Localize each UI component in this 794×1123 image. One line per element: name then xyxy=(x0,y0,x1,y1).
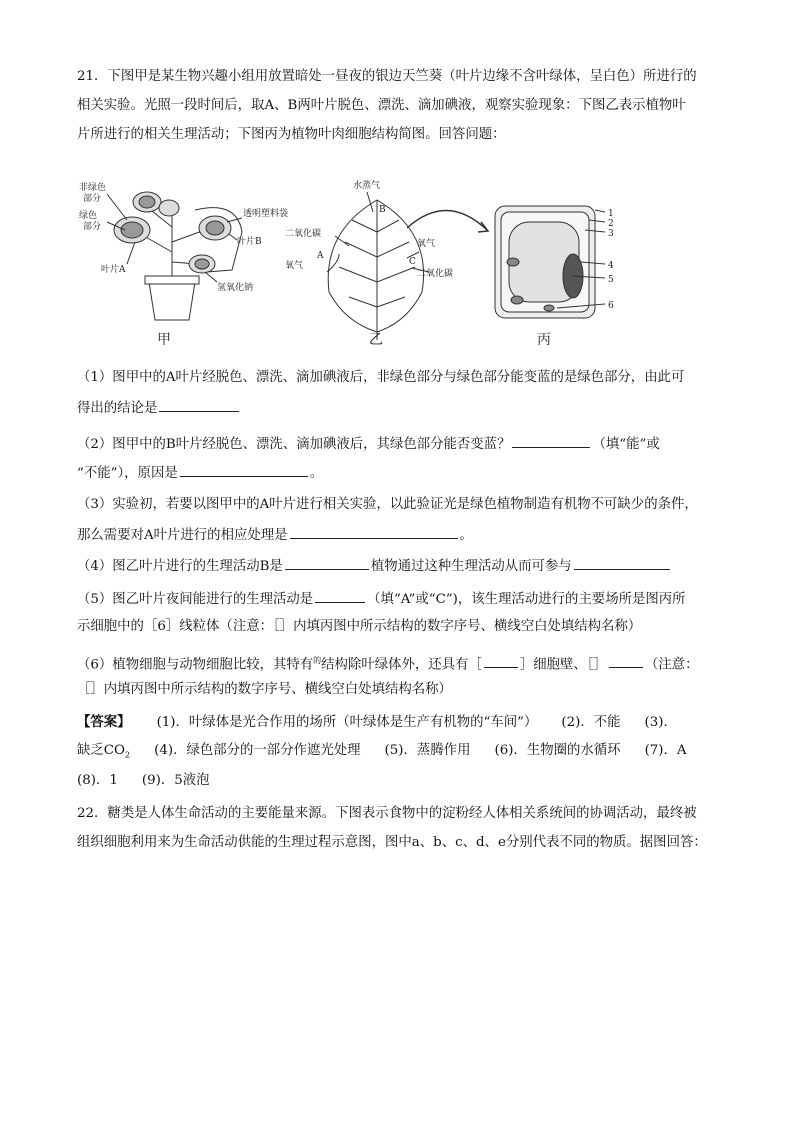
bing-num-2: 2 xyxy=(608,219,614,229)
q21-part6-text-d: （注意： xyxy=(644,657,699,673)
q22-line1: 22．糖类是人体生命活动的主要能量来源。下图表示食物中的淀粉经人体相关系统间的协调活动，最终被 xyxy=(77,806,697,821)
jia-label-leaf-b: 叶片B xyxy=(237,237,262,247)
q21-part5-blank xyxy=(315,589,365,603)
q21-part6-text-a: （6）植物细胞与动物细胞比较，其特有 xyxy=(77,657,314,673)
jia-label-part2: 部分 xyxy=(83,222,102,232)
q21-part3-blank xyxy=(290,525,458,539)
q21-part2-text-a: （2）图甲中的B叶片经脱色、漂洗、滴加碘液后，其绿色部分能否变蓝？ xyxy=(77,437,511,452)
jia-label-leaf-a: 叶片A xyxy=(101,265,126,275)
yi-label-o2-right: 氧气 xyxy=(417,239,436,249)
q21-part1-line1: （1）图甲中的A叶片经脱色、漂洗、滴加碘液后，非绿色部分与绿色部分能变蓝的是绿色部分，由此可 xyxy=(77,370,685,385)
yi-label-a: A xyxy=(317,251,324,261)
answer-3-text: 缺乏CO xyxy=(77,743,126,758)
jia-label-bag: 透明塑料袋 xyxy=(243,209,289,219)
answer-tag: 【答案】 xyxy=(77,714,131,730)
jia-label-part1: 部分 xyxy=(83,194,102,204)
figure-caption-bing: 丙 xyxy=(537,332,551,347)
q21-part2-blank2 xyxy=(180,463,308,477)
q21-part5-line2: 示细胞中的［6］线粒体（注意：［］内填丙图中所示结构的数字序号、横线空白处填结构名称） xyxy=(77,619,642,634)
answer-6: (6)．生物圈的水循环 xyxy=(494,743,621,758)
q21-answer-line1 xyxy=(77,713,677,732)
yi-label-co2-left: 二氧化碳 xyxy=(285,229,322,239)
answer-8: (8)．1 xyxy=(77,773,118,788)
q21-part6-blank2 xyxy=(609,654,643,668)
answer-7: (7)．A xyxy=(644,743,687,758)
q21-answer-line3 xyxy=(77,772,210,790)
figure-yi-leaf xyxy=(327,192,488,340)
q21-part1-blank xyxy=(159,398,239,412)
figure-caption-jia: 甲 xyxy=(157,332,171,347)
q21-part4-text-b: 植物通过这种生理活动从而可参与 xyxy=(370,559,572,574)
figure-bing-cell xyxy=(495,206,605,318)
answer-2: (2)．不能 xyxy=(561,715,621,730)
answer-3: (3)． xyxy=(644,715,677,730)
jia-label-naoh: 氢氧化钠 xyxy=(217,283,254,293)
q21-intro-line1: 21．下图甲是某生物兴趣小组用放置暗处一昼夜的银边天竺葵（叶片边缘不含叶绿体，呈白色）所进行的 xyxy=(77,69,697,84)
q21-part6-sup: 的 xyxy=(313,656,322,665)
q21-part3-line1: （3）实验初，若要以图甲中的A叶片进行相关实验，以此验证光是绿色植物制造有机物不可缺少的条件， xyxy=(77,497,698,512)
q21-part2-line2 xyxy=(77,463,323,483)
q21-part2-text-b: （填“能”或 xyxy=(592,437,660,452)
bing-num-1: 1 xyxy=(608,209,614,219)
bing-num-4: 4 xyxy=(608,261,614,271)
q21-part6-blank1 xyxy=(484,654,518,668)
q21-part4-blank1 xyxy=(285,556,369,570)
q21-part6-text-b: 结构除叶绿体外，还具有［ xyxy=(321,657,482,673)
bing-num-3: 3 xyxy=(608,229,614,239)
yi-label-o2-left: 氧气 xyxy=(285,261,304,271)
answer-4: (4)．绿色部分的一部分作遮光处理 xyxy=(154,743,361,758)
q21-answer-line2 xyxy=(77,742,687,765)
figure-caption-yi: 乙 xyxy=(369,332,383,347)
answer-1: (1)．叶绿体是光合作用的场所（叶绿体是生产有机物的“车间”） xyxy=(156,715,538,730)
figure-jia-plant xyxy=(107,192,242,320)
q21-part6-line1 xyxy=(77,652,698,674)
answer-5: (5)．蒸腾作用 xyxy=(384,743,471,758)
q21-figure xyxy=(77,172,637,347)
q21-part2-text-d: 。 xyxy=(309,466,324,481)
q21-part1-line2 xyxy=(77,398,241,418)
q21-intro-line3: 片所进行的相关生理活动；下图丙为植物叶肉细胞结构简图。回答问题： xyxy=(77,127,506,142)
q21-part3-line2 xyxy=(77,525,473,545)
bing-num-6: 6 xyxy=(608,301,614,311)
q21-part4-line xyxy=(77,556,672,576)
answer-9: (9)．5液泡 xyxy=(141,773,210,788)
jia-label-green: 绿色 xyxy=(79,211,98,221)
q21-part2-blank1 xyxy=(512,434,590,448)
q21-part5-text-a: （5）图乙叶片夜间能进行的生理活动是 xyxy=(77,592,314,607)
q21-part5-line1 xyxy=(77,589,686,609)
q21-part4-text-a: （4）图乙叶片进行的生理活动B是 xyxy=(77,559,283,574)
yi-label-co2-right: 二氧化碳 xyxy=(417,269,454,279)
q21-part3-text-a: 那么需要对A叶片进行的相应处理是 xyxy=(77,528,288,543)
yi-label-vapor: 水蒸气 xyxy=(353,181,381,191)
jia-label-nongreen: 非绿色 xyxy=(79,183,107,193)
q21-part2-text-c: “不能”），原因是 xyxy=(77,466,178,481)
q21-intro-line2: 相关实验。光照一段时间后，取A、B两叶片脱色、漂洗、滴加碘液，观察实验现象：下图乙表示植物叶 xyxy=(77,98,686,113)
q21-part1-text: 得出的结论是 xyxy=(77,401,158,416)
yi-label-c: C xyxy=(409,257,416,267)
answer-3-sub: 2 xyxy=(125,750,131,760)
bing-num-5: 5 xyxy=(608,275,614,285)
q21-part5-text-b: （填“A”或“C”)，该生理活动进行的主要场所是图丙所 xyxy=(367,592,686,607)
q21-part6-line2: ［］内填丙图中所示结构的数字序号、横线空白处填结构名称） xyxy=(77,682,452,697)
q21-part4-blank2 xyxy=(574,556,670,570)
yi-label-b: B xyxy=(379,205,386,215)
q21-part3-text-b: 。 xyxy=(459,528,473,543)
q22-line2: 组织细胞利用来为生命活动供能的生理过程示意图，图中a、b、c、d、e分别代表不同的物质。据图回答： xyxy=(77,835,707,850)
q21-part2-line1 xyxy=(77,434,660,454)
q21-part6-text-c: ］细胞壁、［］ xyxy=(519,657,607,673)
